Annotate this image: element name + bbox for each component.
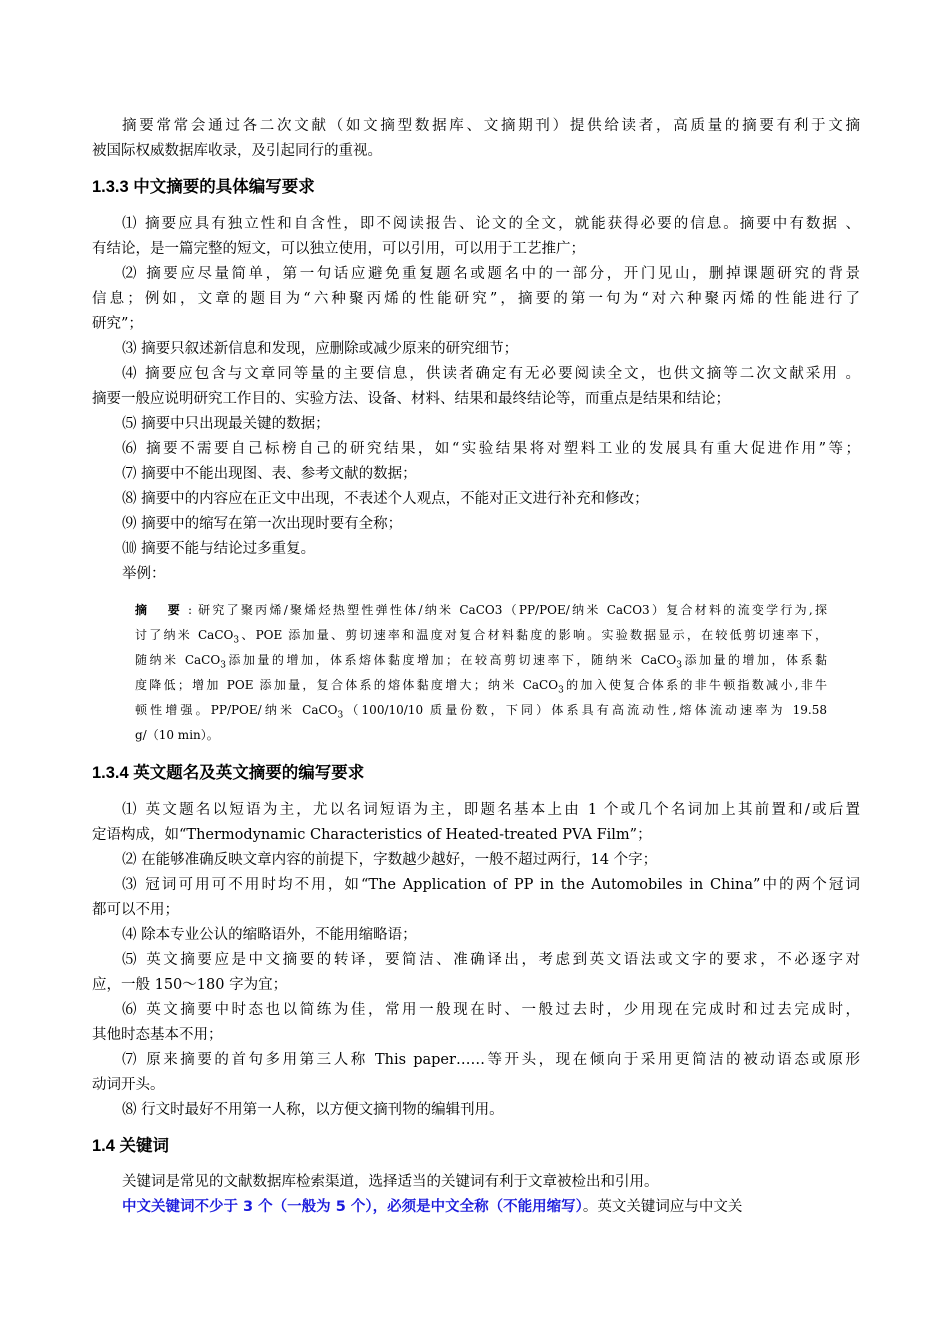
s133-line-4: 信息；例如，文章的题目为“六种聚丙烯的性能研究”，摘要的第一句为“对六种聚丙烯的性能进行了 xyxy=(92,291,860,307)
s134-line-5: 都可以不用； xyxy=(92,902,179,918)
example-line-3: 随纳米 CaCO$_3$添加量的增加，体系熔体黏度增加；在较高剪切速率下，随纳米 CaCO$_3$添加量的增加，体系黏 xyxy=(135,653,827,671)
intro-line-2: 被国际权威数据库收录，及引起同行的重视。 xyxy=(92,143,382,159)
example-label: 摘 要 xyxy=(135,603,188,617)
section-heading-1-3-3: 1.3.3 中文摘要的具体编写要求 xyxy=(92,178,315,196)
example-line-6: g/（10 min）。 xyxy=(135,728,219,742)
s134-line-6: ⑷ 除本专业公认的缩略语外，不能用缩略语； xyxy=(122,927,417,943)
s133-line-15: 举例： xyxy=(122,566,166,582)
example-line-2: 讨了纳米 CaCO$_3$、POE 添加量、剪切速率和温度对复合材料黏度的影响。实验数据显示，在较低剪切速率下， xyxy=(135,628,828,646)
s14-line-2: 中文关键词不少于 3 个（一般为 5 个），必须是中文全称（不能用缩写）。英文关键词应与中文关 xyxy=(122,1199,743,1215)
s133-line-7: ⑷ 摘要应包含与文章同等量的主要信息，供读者确定有无必要阅读全文，也供文摘等二次文献采用 。 xyxy=(122,366,860,382)
s134-line-4: ⑶ 冠词可用可不用时均不用，如“The Application of PP in the Automobiles in China”中的两个冠词 xyxy=(122,877,860,893)
s133-line-13: ⑼ 摘要中的缩写在第一次出现时要有全称； xyxy=(122,516,403,532)
keyword-requirement-highlight: 中文关键词不少于 3 个（一般为 5 个），必须是中文全称（不能用缩写） xyxy=(122,1199,583,1215)
s133-line-14: ⑽ 摘要不能与结论过多重复。 xyxy=(122,541,316,557)
s133-line-1: ⑴ 摘要应具有独立性和自含性，即不阅读报告、论文的全文，就能获得必要的信息。摘要中有数据 、 xyxy=(122,216,860,232)
s134-line-9: ⑹ 英文摘要中时态也以简练为佳，常用一般现在时、一般过去时，少用现在完成时和过去完成时， xyxy=(122,1002,860,1018)
intro-line-1: 摘要常常会通过各二次文献（如文摘型数据库、文摘期刊）提供给读者，高质量的摘要有利于文摘 xyxy=(122,118,860,134)
s134-line-11: ⑺ 原来摘要的首句多用第三人称 This paper……等开头，现在倾向于采用更简洁的被动语态或原形 xyxy=(122,1052,860,1068)
s134-line-3: ⑵ 在能够准确反映文章内容的前提下，字数越少越好，一般不超过两行，14 个字； xyxy=(122,852,658,868)
s134-line-8: 应，一般 150～180 字为宜； xyxy=(92,977,288,993)
example-line-1: 摘 要: 研究了聚丙烯/聚烯烃热塑性弹性体/纳米 CaCO3（PP/POE/纳米 CaCO3）复合材料的流变学行为,探 xyxy=(135,603,827,617)
s134-line-13: ⑻ 行文时最好不用第一人称，以方便文摘刊物的编辑刊用。 xyxy=(122,1102,504,1118)
s133-line-9: ⑸ 摘要中只出现最关键的数据； xyxy=(122,416,330,432)
s133-line-6: ⑶ 摘要只叙述新信息和发现，应删除或减少原来的研究细节； xyxy=(122,341,519,357)
s133-line-10: ⑹ 摘要不需要自己标榜自己的研究结果，如“实验结果将对塑料工业的发展具有重大促进作用”等； xyxy=(122,441,860,457)
s133-line-3: ⑵ 摘要应尽量简单，第一句话应避免重复题名或题名中的一部分，开门见山，删掉课题研究的背景 xyxy=(122,266,860,282)
s133-line-5: 研究”； xyxy=(92,316,143,332)
s133-line-11: ⑺ 摘要中不能出现图、表、参考文献的数据； xyxy=(122,466,417,482)
example-line-5: 顿性增强。PP/POE/纳米 CaCO$_3$（100/10/10 质量份数，下同）体系具有高流动性,熔体流动速率为 19.58 xyxy=(135,703,827,721)
example-line-4: 度降低；增加 POE 添加量，复合体系的熔体黏度增大；纳米 CaCO$_3$的加入使复合体系的非牛顿指数减小,非牛 xyxy=(135,678,827,696)
s134-line-12: 动词开头。 xyxy=(92,1077,165,1093)
section-heading-1-3-4: 1.3.4 英文题名及英文摘要的编写要求 xyxy=(92,764,365,782)
s134-line-10: 其他时态基本不用； xyxy=(92,1027,223,1043)
s133-line-8: 摘要一般应说明研究工作目的、实验方法、设备、材料、结果和最终结论等，而重点是结果和结论； xyxy=(92,391,730,407)
s133-line-12: ⑻ 摘要中的内容应在正文中出现，不表述个人观点，不能对正文进行补充和修改； xyxy=(122,491,649,507)
s134-line-2: 定语构成，如“Thermodynamic Characteristics of Heated-treated PVA Film”； xyxy=(92,827,652,843)
s134-line-1: ⑴ 英文题名以短语为主，尤以名词短语为主，即题名基本上由 1 个或几个名词加上其前置和/或后置 xyxy=(122,802,860,818)
s14-line-1: 关键词是常见的文献数据库检索渠道，选择适当的关键词有利于文章被检出和引用。 xyxy=(122,1174,659,1190)
section-heading-1-4: 1.4 关键词 xyxy=(92,1137,170,1155)
s134-line-7: ⑸ 英文摘要应是中文摘要的转译，要简洁、准确译出，考虑到英文语法或文字的要求，不必逐字对 xyxy=(122,952,860,968)
s133-line-2: 有结论，是一篇完整的短文，可以独立使用，可以引用，可以用于工艺推广； xyxy=(92,241,585,257)
